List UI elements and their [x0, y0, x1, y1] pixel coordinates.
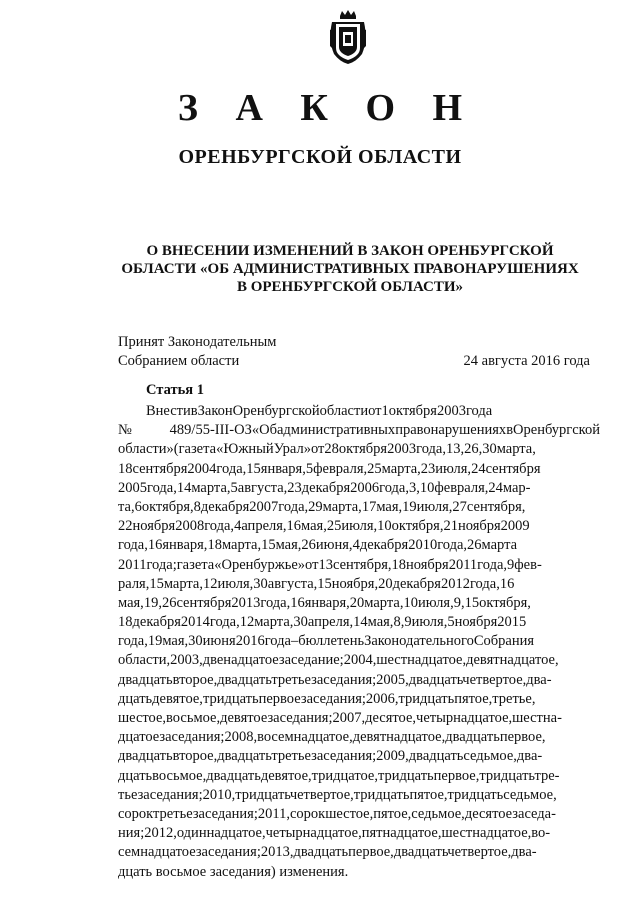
article-body-line: двадцатьвторое,двадцатьтретьезаседания;2005,двадцатьчетвертое,два-: [118, 671, 552, 688]
article-body-line: семнадцатоезаседания;2013,двадцатьпервое,двадцатьчетвертое,два-: [118, 844, 537, 861]
law-heading-line: ОБЛАСТИ «ОБ АДМИНИСТРАТИВНЫХ ПРАВОНАРУШЕНИЯХ: [121, 261, 579, 277]
article-body-line: шестое,восьмое,девятоезаседания;2007,десятое,четырнадцатое,шестна-: [118, 710, 562, 726]
article-body-line: 2011года;газета«Оренбуржье»от13сентября,18ноября2011года,9фев-: [118, 556, 542, 573]
document-subtitle: ОРЕНБУРГСКОЙ ОБЛАСТИ: [178, 146, 462, 168]
document-title: З А К О Н: [177, 87, 477, 129]
article-body-line: №489/55-III-ОЗ«ОбадминистративныхправонарушенияхвОренбургской: [118, 422, 600, 439]
article-body-line: дцатоезаседания;2008,восемнадцатое,девятнадцатое,двадцатьпервое,: [118, 729, 546, 746]
article-body-line: области,2003,двенадцатоезаседание;2004,шестнадцатое,девятнадцатое,: [118, 652, 559, 669]
article-body-line: тьезаседания;2010,тридцатьчетвертое,тридцатьпятое,тридцатьседьмое,: [118, 786, 557, 803]
article-body-line: 2005года,14марта,5августа,23декабря2006года,3,10февраля,24мар-: [118, 479, 531, 496]
article-body-line: раля,15марта,12июля,30августа,15ноября,20декабря2012года,16: [118, 575, 515, 592]
article-body-line: 18декабря2014года,12марта,30апреля,14мая,8,9июля,5ноября2015: [118, 614, 527, 631]
article-body-line: года,19мая,30июня2016года–бюллетеньЗаконодательногоСобрания: [118, 633, 535, 650]
article-body-line: мая,19,26сентября2013года,16января,20марта,10июля,9,15октября,: [118, 594, 531, 611]
article-body-line: ВнестивЗаконОренбургскойобластиот1октября2003года: [146, 403, 493, 419]
article-body-line: 22ноября2008года,4апреля,16мая,25июля,10октября,21ноября2009: [118, 518, 530, 535]
article-body-line: дцатьдевятое,тридцатьпервоезаседания;2006,тридцатьпятое,третье,: [118, 690, 536, 707]
article-body-line: дцатьвосьмое,двадцатьдевятое,тридцатое,тридцатьпервое,тридцатьтре-: [118, 767, 560, 784]
law-heading-line: В ОРЕНБУРГСКОЙ ОБЛАСТИ»: [236, 279, 464, 295]
article-body-line: дцать восьмое заседания) изменения.: [118, 863, 349, 880]
article-body-line: сороктретьезаседания;2011,сорокшестое,пятое,седьмое,десятоезаседа-: [118, 805, 556, 822]
article-body-line: двадцатьвторое,двадцатьтретьезаседания;2009,двадцатьседьмое,два-: [118, 748, 543, 765]
adopted-by-line: Принят Законодательным: [118, 334, 277, 350]
adoption-date: 24 августа 2016 года: [463, 353, 590, 369]
article-title: Статья 1: [146, 382, 204, 398]
article-body-line: 18сентября2004года,15января,5февраля,25марта,23июля,24сентября: [118, 460, 541, 477]
adopted-by-line: Собранием области: [118, 353, 240, 369]
law-heading-line: О ВНЕСЕНИИ ИЗМЕНЕНИЙ В ЗАКОН ОРЕНБУРГСКОЙ: [146, 243, 554, 259]
article-body-line: области»(газета«ЮжныйУрал»от28октября2003года,13,26,30марта,: [118, 441, 536, 458]
adopted-by: [118, 333, 276, 371]
article-body-line: года,16января,18марта,15мая,26июня,4декабря2010года,26марта: [118, 537, 518, 554]
article-body-line: ния;2012,одиннадцатое,четырнадцатое,пятнадцатое,шестнадцатое,во-: [118, 825, 551, 842]
article-body-line: та,6октября,8декабря2007года,29марта,17мая,19июля,27сентября,: [118, 498, 526, 515]
article-body: [118, 402, 600, 882]
oblast-coat-of-arms-icon: [326, 10, 370, 66]
law-heading: [100, 242, 600, 296]
